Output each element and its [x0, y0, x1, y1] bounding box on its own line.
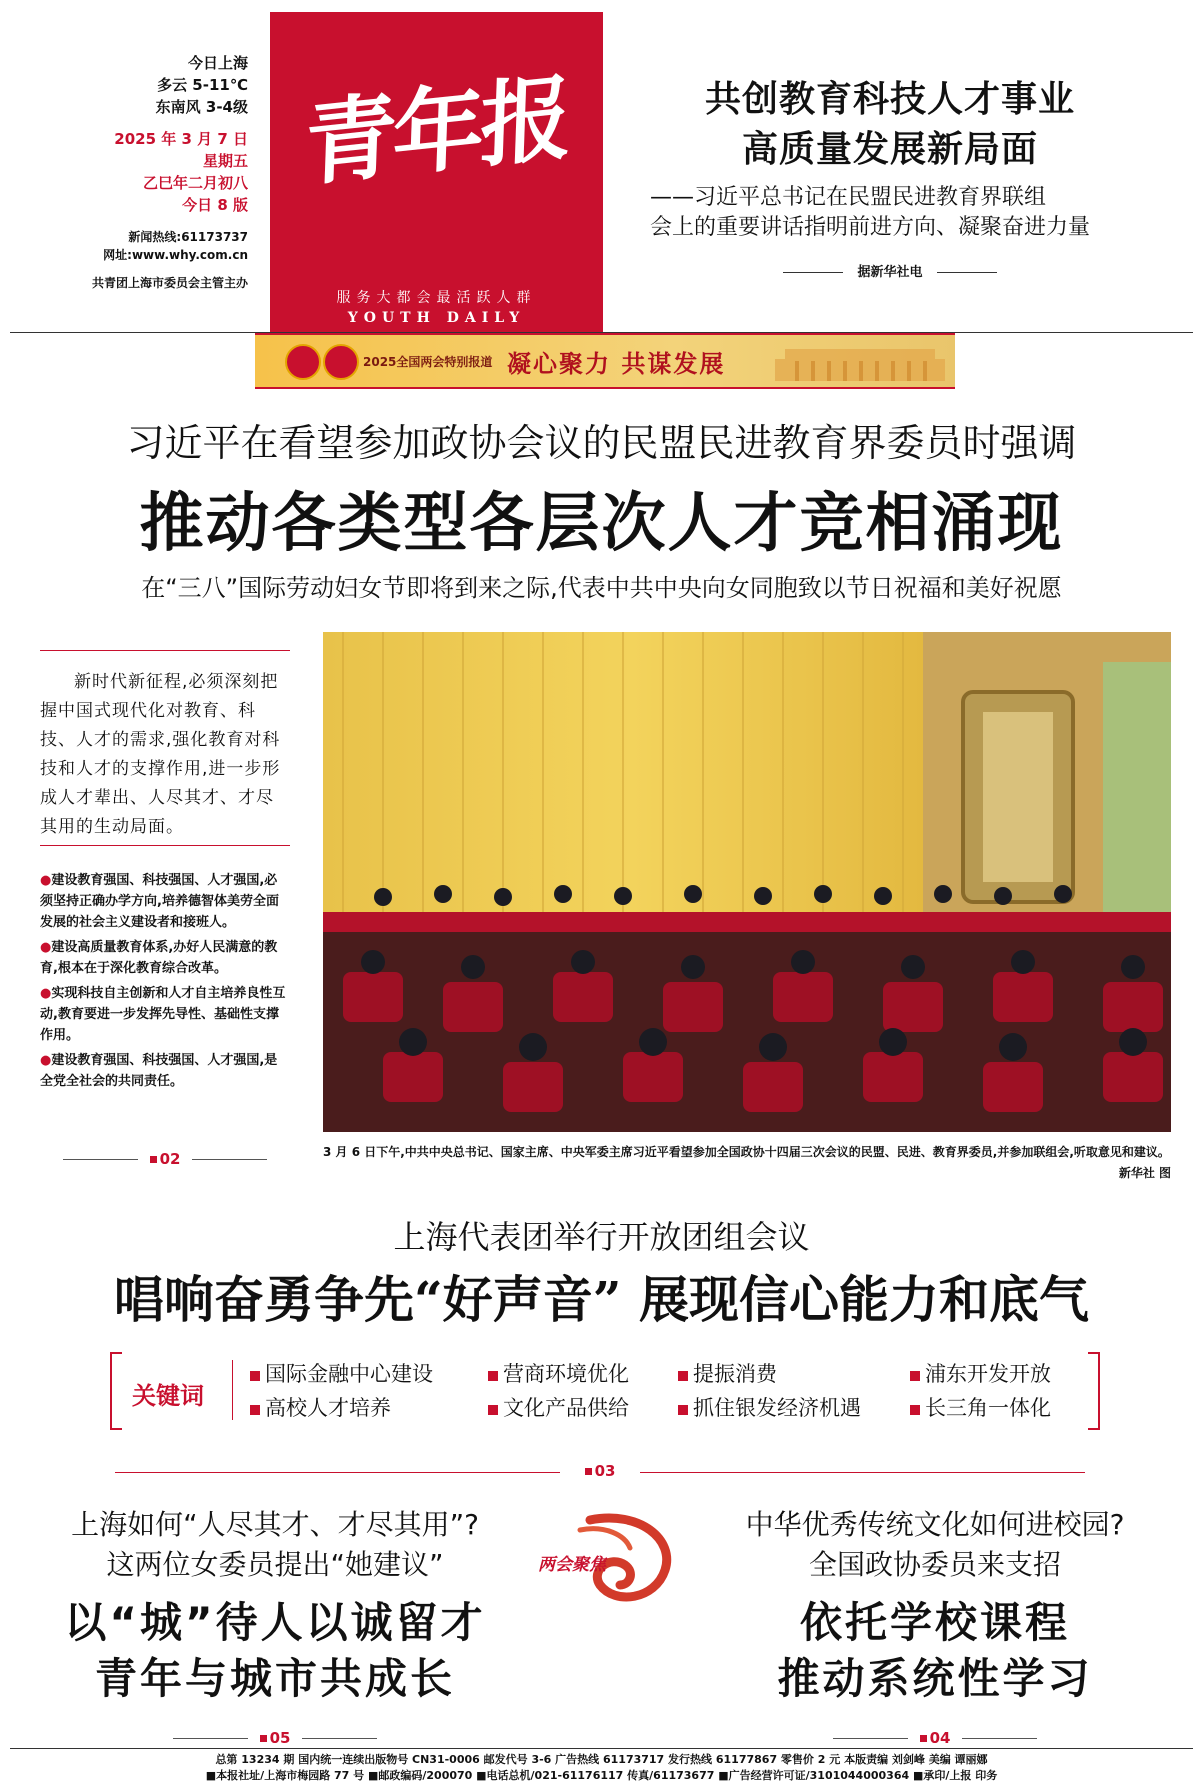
lead-headline[interactable]: 推动各类型各层次人才竞相涌现 — [139, 487, 1064, 561]
top-story-title-2: 高质量发展新局面 — [741, 129, 1038, 170]
keywords-label: 关键词 — [132, 1381, 204, 1410]
bullet-item: ●实现科技自主创新和人才自主培养良性互动,教育要进一步发挥先导性、基础性支撑作用。 — [40, 986, 286, 1043]
weather-city: 今日上海 — [187, 54, 248, 72]
right-teaser-head-2: 推动系统性学习 — [777, 1654, 1093, 1703]
banner-tag: 2025全国两会特别报道 — [363, 355, 493, 369]
great-hall-silhouette-icon — [755, 335, 955, 383]
keywords-separator — [232, 1360, 233, 1420]
keyword-item[interactable]: 文化产品供给 — [488, 1392, 629, 1422]
right-teaser-kicker-1: 中华优秀传统文化如何进校园? — [745, 1508, 1125, 1541]
lianghui-logo-text: 两会聚焦 — [538, 1555, 606, 1575]
issue-pages: 今日 8 版 — [182, 196, 248, 214]
keywords-box — [110, 1352, 1100, 1430]
right-bracket — [1088, 1352, 1100, 1430]
sponsor: 共青团上海市委员会主管主办 — [91, 276, 248, 290]
bullet-item: ●建设教育强国、科技强国、人才强国,必须坚持正确办学方向,培养德智体美劳全面发展的社会主义建设者和接班人。 — [40, 873, 279, 930]
top-story-sub-2: 会上的重要讲话指明前进方向、凝聚奋进力量 — [650, 215, 1091, 240]
keyword-item[interactable]: 浦东开发开放 — [910, 1358, 1051, 1388]
bullet-item: ●建设高质量教育体系,办好人民满意的教育,根本在于深化教育综合改革。 — [40, 940, 278, 976]
keyword-item[interactable]: 长三角一体化 — [910, 1392, 1051, 1422]
top-story[interactable] — [630, 75, 1150, 280]
left-teaser-kicker-1: 上海如何“人尽其才、才尽其用”? — [71, 1508, 479, 1541]
intro-bottom-rule — [40, 845, 290, 846]
logo-english: YOUTH DAILY — [347, 310, 526, 326]
national-emblem-icon — [285, 344, 321, 380]
page-ref-02[interactable]: 02 — [40, 1150, 290, 1168]
bullet-item: ●建设教育强国、科技强国、人才强国,是全党全社会的共同责任。 — [40, 1053, 278, 1089]
lead-photo — [323, 632, 1171, 1132]
rule-left — [115, 1472, 560, 1473]
left-teaser-kicker-2: 这两位女委员提出“她建议” — [106, 1548, 444, 1581]
second-headline[interactable]: 唱响奋勇争先“好声音” 展现信心能力和底气 — [114, 1270, 1089, 1329]
intro-top-rule — [40, 650, 290, 651]
top-story-sub-1: ——习近平总书记在民盟民进教育界联组 — [650, 185, 1047, 210]
right-teaser-head-1: 依托学校课程 — [799, 1598, 1070, 1647]
issue-weekday: 星期五 — [202, 152, 248, 170]
second-kicker: 上海代表团举行开放团组会议 — [393, 1218, 810, 1256]
logo-slogan: 服务大都会最活跃人群 — [336, 290, 537, 306]
photo-caption: 3 月 6 日下午,中共中央总书记、国家主席、中央军委主席习近平看望参加全国政协十四届三次会议的民盟、民进、教育界委员,并参加联组会,听取意见和建议。 新华社 图 — [323, 1142, 1171, 1184]
page-ref-05[interactable]: 05 — [30, 1729, 520, 1747]
lead-deck: 在“三八”国际劳动妇女节即将到来之际,代表中共中央向女同胞致以节日祝福和美好祝愿 — [141, 574, 1062, 602]
keyword-item[interactable]: 抓住银发经济机遇 — [678, 1392, 861, 1422]
footer-line-2: ■本报社址/上海市梅园路 77 号 ■邮政编码/200070 ■电话总机/021-61176117 传真/61173677 ■广告经营许可证/3101044000364 ■承印/上报 印务 — [205, 1769, 998, 1782]
newspaper-logo — [270, 12, 603, 332]
footer-divider — [10, 1748, 1193, 1749]
footer — [0, 1752, 1203, 1784]
page-ref-03[interactable]: 03 — [570, 1462, 630, 1480]
website[interactable]: 网址:www.why.com.cn — [103, 248, 248, 262]
keyword-item[interactable]: 提振消费 — [678, 1358, 777, 1388]
keyword-item[interactable]: 营商环境优化 — [488, 1358, 629, 1388]
right-teaser[interactable] — [690, 1505, 1180, 1747]
weather-wind: 东南风 3-4级 — [155, 98, 248, 116]
top-story-title-1: 共创教育科技人才事业 — [704, 79, 1075, 120]
photo-credit: 新华社 图 — [1118, 1166, 1171, 1180]
cppcc-emblem-icon — [323, 344, 359, 380]
masthead-info — [18, 52, 248, 292]
weather-sky: 多云 5-11℃ — [157, 76, 248, 94]
lead-intro: 新时代新征程,必须深刻把握中国式现代化对教育、科技、人才的需求,强化教育对科技和人才的支撑作用,进一步形成人才辈出、人尽其才、才尽其用的生动局面。 — [40, 672, 281, 837]
footer-line-1: 总第 13234 期 国内统一连续出版物号 CN31-0006 邮发代号 3-6 广告热线 61173717 发行热线 61177867 零售价 2 元 本版责编 刘剑峰 美编 谭丽娜 — [215, 1753, 988, 1766]
left-bracket — [110, 1352, 122, 1430]
news-hotline: 新闻热线:61173737 — [128, 230, 248, 244]
left-teaser-head-1: 以“城”待人以诚留才 — [64, 1598, 486, 1647]
lead-bullets — [40, 870, 290, 1096]
issue-lunar: 乙巳年二月初八 — [142, 174, 248, 192]
left-teaser[interactable] — [30, 1505, 520, 1747]
keyword-item[interactable]: 高校人才培养 — [250, 1392, 391, 1422]
keyword-item[interactable]: 国际金融中心建设 — [250, 1358, 433, 1388]
logo-text: 青年报 — [303, 62, 570, 200]
banner-title: 凝心聚力 共谋发展 — [507, 349, 726, 378]
lianghui-focus-logo — [530, 1510, 680, 1610]
lead-kicker: 习近平在看望参加政协会议的民盟民进教育界委员时强调 — [126, 421, 1077, 465]
left-teaser-head-2: 青年与城市共成长 — [94, 1654, 455, 1703]
top-story-byline: 据新华社电 — [630, 261, 1150, 280]
page-ref-04[interactable]: 04 — [690, 1729, 1180, 1747]
special-report-banner[interactable] — [255, 333, 955, 389]
rule-right — [640, 1472, 1085, 1473]
issue-date: 2025 年 3 月 7 日 — [114, 130, 248, 148]
right-teaser-kicker-2: 全国政协委员来支招 — [808, 1548, 1061, 1581]
